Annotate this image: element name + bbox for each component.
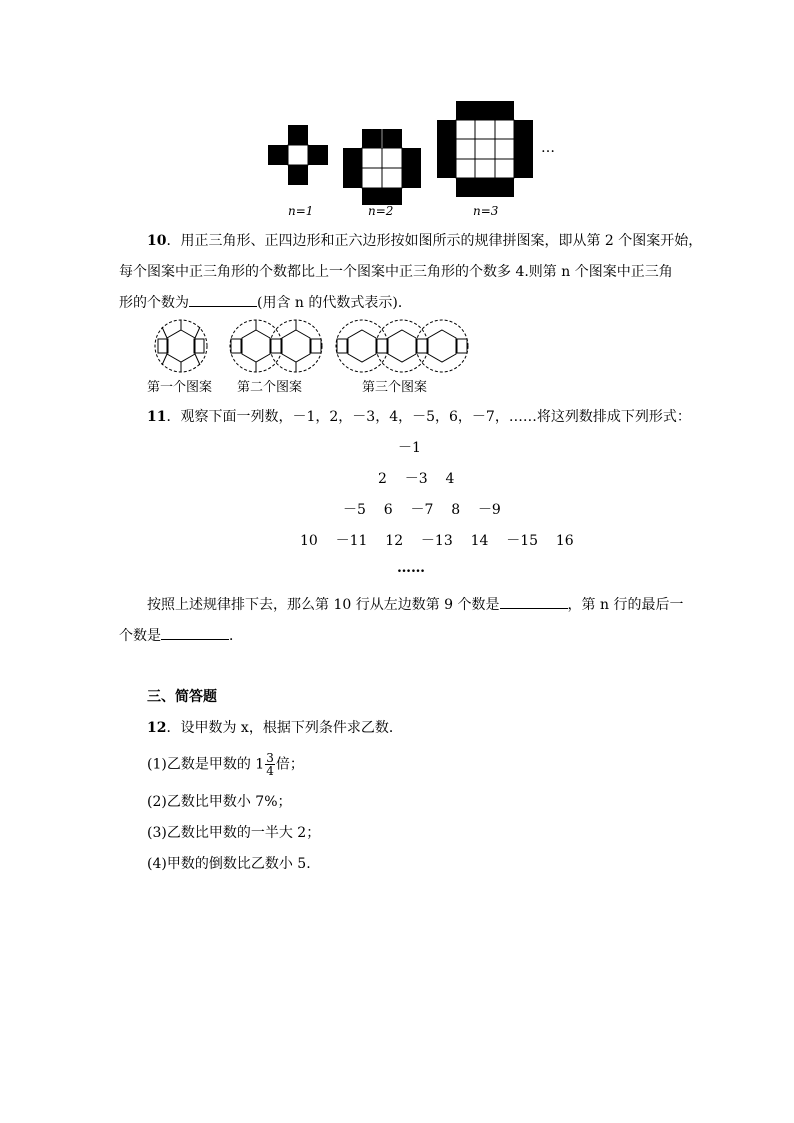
- q11-q-text-2a: 个数是: [119, 628, 161, 644]
- q11-intro: ．观察下面一列数，－1，2，－3，4，－5，6，－7，……将这列数排成下列形式：: [166, 409, 691, 425]
- q11-question-line2: [119, 625, 243, 645]
- q10-text-1: ．用正三角形、正四边形和正六边形按如图所示的规律拼图案，即从第 2 个图案开始，: [166, 233, 703, 249]
- q12-intro: ．设甲数为 x，根据下列条件求乙数．: [166, 720, 403, 736]
- q10-number: 10: [147, 233, 167, 249]
- q12-item-3: (3)乙数比甲数的一半大 2；: [147, 825, 321, 841]
- tri-cell: －13: [420, 533, 453, 549]
- pattern-n3: [437, 101, 533, 197]
- polygon-pattern-figure: [150, 317, 470, 375]
- q11-number: 11: [147, 409, 167, 425]
- section-title: 三、简答题: [147, 689, 217, 705]
- polygon-pattern-3: [336, 320, 468, 372]
- tri-cell: 2: [378, 471, 387, 487]
- fraction-numerator: 3: [266, 751, 274, 765]
- q12-item-4: (4)甲数的倒数比乙数小 5.: [147, 856, 311, 872]
- tri-cell: 12: [385, 533, 404, 549]
- q10-line2: 每个图案中正三角形的个数都比上一个图案中正三角形的个数多 4.则第 n 个图案中正三角: [119, 264, 673, 280]
- q10-line1: [147, 230, 702, 250]
- q12-number: 12: [147, 720, 167, 736]
- tri-cell: －5: [343, 502, 366, 518]
- q11-answer-blank-2[interactable]: [161, 625, 229, 640]
- tri-cell: 6: [383, 502, 393, 518]
- caption-pattern-3: 第三个图案: [362, 380, 428, 395]
- label-n3: n=3: [473, 204, 499, 218]
- polygon-pattern-2: [230, 320, 322, 372]
- q12-item-2: (2)乙数比甲数小 7%；: [147, 794, 292, 810]
- fraction-three-quarters: [265, 752, 275, 777]
- tri-cell: －3: [404, 471, 428, 487]
- caption-pattern-1: 第一个图案: [147, 380, 213, 395]
- triangle-row-3: [343, 499, 501, 519]
- tri-cell: 8: [451, 502, 461, 518]
- tri-cell: 10: [300, 533, 318, 549]
- pattern-n1: [268, 125, 328, 185]
- tri-cell: －9: [477, 502, 501, 518]
- q12-line1: [147, 717, 403, 737]
- q10-text-3b: (用含 n 的代数式表示)．: [257, 295, 412, 311]
- triangle-row-4: [300, 530, 574, 550]
- q11-q-text-1a: 按照上述规律排下去，那么第 10 行从左边数第 9 个数是: [147, 597, 500, 613]
- tri-cell: 16: [555, 533, 574, 549]
- tri-cell: －15: [506, 533, 539, 549]
- q11-answer-blank-1[interactable]: [500, 594, 568, 609]
- pattern-n2: [343, 129, 421, 205]
- q12-item1-text-a: (1)乙数是甲数的 1: [147, 756, 265, 773]
- tri-cell: －11: [335, 533, 368, 549]
- pattern-ellipsis: …: [541, 140, 555, 156]
- q10-text-3a: 形的个数为: [119, 295, 189, 311]
- q11-q-text-1b: ，第 n 行的最后一: [567, 597, 684, 613]
- tri-cell: －7: [410, 502, 434, 518]
- triangle-row-1: [398, 437, 421, 457]
- polygon-pattern-1: [155, 320, 207, 372]
- triangle-row-2: [378, 468, 454, 488]
- tri-cell: 14: [470, 533, 489, 549]
- caption-pattern-2: 第二个图案: [237, 380, 303, 395]
- triangle-dots: ……: [397, 560, 425, 576]
- q11-line1: [147, 406, 691, 426]
- square-pattern-figure: [260, 95, 560, 205]
- q10-answer-blank[interactable]: [189, 292, 257, 307]
- q12-item-1: [147, 752, 304, 777]
- label-n2: n=2: [368, 204, 394, 218]
- tri-cell: －1: [398, 440, 421, 456]
- q11-q-text-2b: ．: [229, 628, 243, 644]
- q12-item1-text-b: 倍；: [275, 756, 304, 773]
- tri-cell: 4: [445, 471, 455, 487]
- fraction-denominator: 4: [266, 764, 274, 778]
- q11-question-line1: [147, 594, 683, 614]
- label-n1: n=1: [288, 204, 314, 218]
- q10-line3: [119, 292, 412, 312]
